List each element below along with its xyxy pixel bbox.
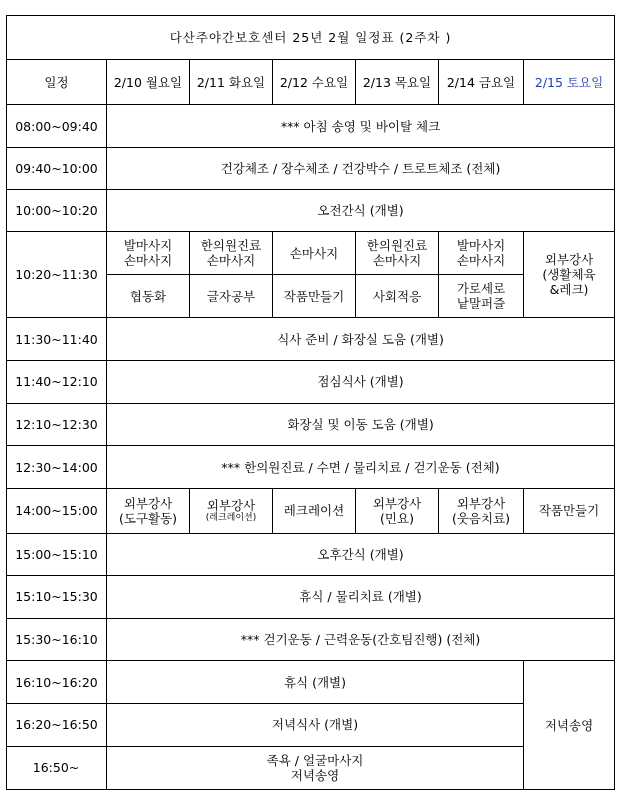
schedule-row [7, 318, 615, 360]
activity-line: 낱말퍼즐 [456, 296, 506, 312]
activity-cell-sat: 저녁송영 [524, 661, 615, 790]
activity-cell-wed: 레크레이션 [273, 489, 356, 533]
activity-line: (민요) [380, 510, 414, 526]
activity-line: &레크) [549, 282, 589, 298]
schedule-row [7, 360, 615, 403]
schedule-row [7, 661, 615, 704]
activity-line: 손마사지 [206, 253, 256, 269]
schedule-row [7, 704, 615, 746]
activity-cell-tue: 글자공부 [190, 275, 273, 318]
time-slot: 11:30~11:40 [7, 318, 107, 360]
activity-line: 가로세로 [456, 281, 506, 297]
activity-line: 외부강사 [372, 495, 422, 511]
schedule-row [7, 746, 615, 789]
time-slot: 10:20~11:30 [7, 232, 107, 318]
activity-line: (웃음치료) [451, 510, 511, 526]
activity-cell-fri [439, 232, 524, 275]
time-slot: 10:00~10:20 [7, 189, 107, 231]
activity-line: 저녁송영 [290, 767, 340, 783]
activity-line: 외부강사 [456, 495, 506, 511]
time-slot: 15:30~16:10 [7, 618, 107, 660]
schedule-row [7, 403, 615, 445]
activity-cell [107, 746, 524, 789]
activity-line: 외부강사 [206, 498, 256, 514]
activity-cell-tue [190, 232, 273, 275]
time-slot: 16:20~16:50 [7, 704, 107, 746]
schedule-row [7, 533, 615, 575]
activity-cell-mon: 협동화 [107, 275, 190, 318]
activity-cell-sat: 작품만들기 [524, 489, 615, 533]
activity-cell: 오후간식 (개별) [107, 533, 615, 575]
activity-cell-thu: 사회적응 [356, 275, 439, 318]
activity-cell: 점심식사 (개별) [107, 360, 615, 403]
schedule-row [7, 618, 615, 660]
schedule-sheet [6, 15, 614, 790]
activity-cell-fri [439, 275, 524, 318]
activity-line: 족욕 / 얼굴마사지 [266, 752, 364, 768]
activity-cell-thu [356, 232, 439, 275]
activity-line: (레크레이션) [205, 513, 257, 524]
time-slot: 15:00~15:10 [7, 533, 107, 575]
activity-line: (생활체육 [542, 267, 596, 283]
header-day-wed: 2/12 수요일 [273, 60, 356, 105]
time-slot: 12:10~12:30 [7, 403, 107, 445]
schedule-row [7, 446, 615, 489]
time-slot: 15:10~15:30 [7, 575, 107, 618]
activity-cell-fri [439, 489, 524, 533]
activity-line: 손마사지 [456, 253, 506, 269]
time-slot: 16:50~ [7, 746, 107, 789]
activity-cell: 식사 준비 / 화장실 도움 (개별) [107, 318, 615, 360]
time-slot: 09:40~10:00 [7, 147, 107, 189]
schedule-row [7, 189, 615, 231]
activity-cell: 휴식 / 물리치료 (개별) [107, 575, 615, 618]
header-row [7, 60, 615, 105]
activity-line: 외부강사 [544, 252, 594, 268]
time-slot: 12:30~14:00 [7, 446, 107, 489]
activity-cell-sat [524, 232, 615, 318]
schedule-row [7, 147, 615, 189]
header-label: 일정 [7, 60, 107, 105]
time-slot: 11:40~12:10 [7, 360, 107, 403]
header-day-thu: 2/13 목요일 [356, 60, 439, 105]
activity-line: 발마사지 [456, 238, 506, 254]
activity-cell: 건강체조 / 장수체조 / 건강박수 / 트로트체조 (전체) [107, 147, 615, 189]
activity-cell-tue [190, 489, 273, 533]
time-slot: 16:10~16:20 [7, 661, 107, 704]
activity-cell-mon [107, 232, 190, 275]
activity-cell: 화장실 및 이동 도움 (개별) [107, 403, 615, 445]
time-slot: 14:00~15:00 [7, 489, 107, 533]
header-day-mon: 2/10 월요일 [107, 60, 190, 105]
activity-cell: 저녁식사 (개별) [107, 704, 524, 746]
activity-cell: 오전간식 (개별) [107, 189, 615, 231]
schedule-row [7, 232, 615, 275]
activity-line: 외부강사 [123, 495, 173, 511]
activity-cell-mon [107, 489, 190, 533]
activity-cell-thu [356, 489, 439, 533]
activity-line: 손마사지 [372, 253, 422, 269]
activity-line: 손마사지 [123, 253, 173, 269]
schedule-title: 다산주야간보호센터 25년 2월 일정표 (2주차 ) [7, 16, 615, 60]
schedule-row [7, 575, 615, 618]
activity-cell-wed: 작품만들기 [273, 275, 356, 318]
schedule-row [7, 105, 615, 147]
header-day-fri: 2/14 금요일 [439, 60, 524, 105]
header-day-sat: 2/15 토요일 [524, 60, 615, 105]
schedule-row [7, 489, 615, 533]
activity-line: (도구활동) [118, 510, 178, 526]
activity-line: 발마사지 [123, 238, 173, 254]
time-slot: 08:00~09:40 [7, 105, 107, 147]
activity-cell-wed: 손마사지 [273, 232, 356, 275]
activity-cell: 휴식 (개별) [107, 661, 524, 704]
activity-cell: *** 한의원진료 / 수면 / 물리치료 / 걷기운동 (전체) [107, 446, 615, 489]
header-day-tue: 2/11 화요일 [190, 60, 273, 105]
activity-cell: *** 걷기운동 / 근력운동(간호팀진행) (전체) [107, 618, 615, 660]
schedule-table [6, 15, 615, 790]
activity-line: 한의원진료 [366, 238, 428, 254]
activity-cell: *** 아침 송영 및 바이탈 체크 [107, 105, 615, 147]
activity-line: 한의원진료 [200, 238, 262, 254]
